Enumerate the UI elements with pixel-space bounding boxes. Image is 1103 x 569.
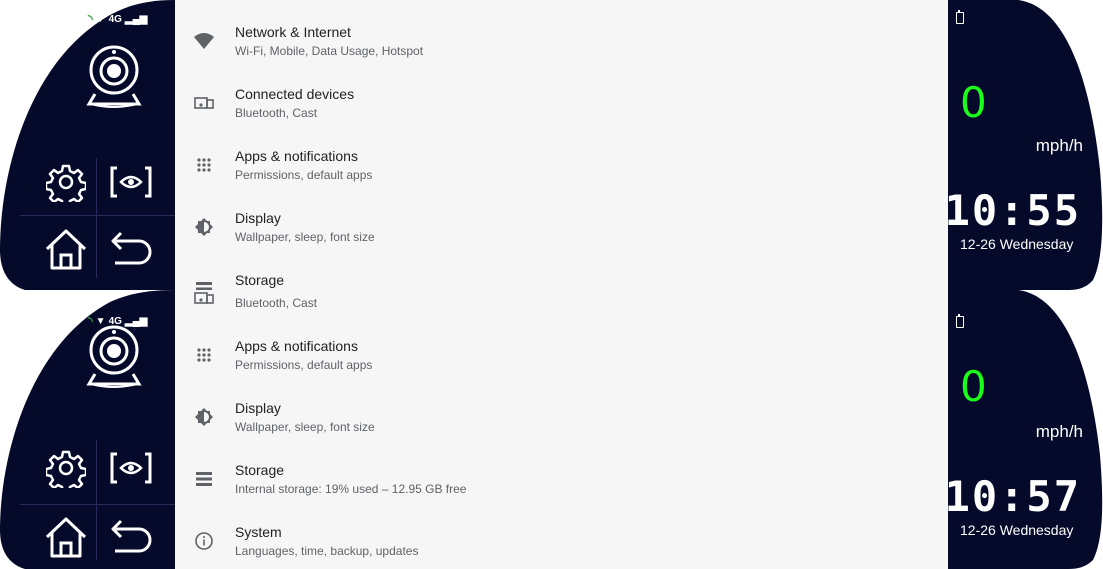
- back-button[interactable]: [108, 516, 156, 558]
- button-divider-vertical: [96, 440, 97, 560]
- left-control-bar: [0, 290, 175, 569]
- settings-item-display[interactable]: [175, 196, 948, 258]
- settings-list: [175, 0, 948, 290]
- right-info-bar: [944, 0, 1103, 290]
- settings-button[interactable]: [44, 160, 88, 204]
- back-arrow-icon: [109, 229, 155, 269]
- button-divider-horizontal: [20, 215, 175, 216]
- battery-icon: [956, 12, 964, 24]
- speed-unit: mph/h: [1035, 422, 1083, 441]
- settings-item-title: Apps & notifications: [235, 148, 358, 164]
- home-button[interactable]: [42, 514, 90, 560]
- settings-item-subtitle: Bluetooth, Cast: [235, 106, 318, 120]
- settings-item-apps[interactable]: [175, 324, 948, 386]
- back-arrow-icon: [109, 517, 155, 557]
- brightness-icon: [193, 216, 215, 238]
- settings-item-title: System: [235, 524, 282, 540]
- settings-item-subtitle: Wi-Fi, Mobile, Data Usage, Hotspot: [235, 44, 424, 58]
- settings-item-subtitle: Languages, time, backup, updates: [235, 544, 419, 558]
- screen-panel-2: [0, 290, 1103, 569]
- settings-item-storage[interactable]: [175, 258, 948, 290]
- storage-icon: [193, 278, 215, 290]
- camera-icon[interactable]: [85, 40, 143, 124]
- camera-icon[interactable]: [85, 320, 143, 404]
- date-label: 12-26 Wednesday: [960, 236, 1074, 252]
- home-icon: [43, 227, 89, 271]
- eye-bracket-icon: [107, 164, 155, 200]
- settings-item-network[interactable]: [175, 10, 948, 72]
- settings-item-subtitle: Wallpaper, sleep, font size: [235, 230, 375, 244]
- signal-arc-icon: ◝: [88, 314, 93, 328]
- brightness-icon: [193, 406, 215, 428]
- left-control-bar: [0, 0, 175, 290]
- settings-item-title: Storage: [235, 462, 285, 478]
- settings-item-title: Network & Internet: [235, 24, 351, 40]
- settings-item-apps[interactable]: [175, 134, 948, 196]
- gear-icon: [46, 162, 86, 202]
- home-icon: [43, 515, 89, 559]
- apps-grid-icon: [193, 344, 215, 366]
- clock-time: 10:57: [944, 472, 1081, 521]
- cell-signal-icon: ▂▄▆: [124, 315, 148, 327]
- wifi-status-icon: ▼: [95, 13, 106, 25]
- button-divider-horizontal: [20, 504, 175, 505]
- right-info-bar: [944, 290, 1103, 569]
- settings-item-display[interactable]: [175, 386, 948, 448]
- settings-item-title: Connected devices: [235, 86, 355, 102]
- settings-item-storage[interactable]: [175, 448, 948, 510]
- settings-item-subtitle: Permissions, default apps: [235, 358, 373, 372]
- speed-value: 0: [960, 78, 987, 127]
- eye-bracket-icon: [107, 450, 155, 486]
- home-button[interactable]: [42, 226, 90, 272]
- network-type: 4G: [108, 315, 122, 327]
- speed-unit: mph/h: [1035, 136, 1083, 155]
- settings-button[interactable]: [44, 446, 88, 490]
- devices-icon: [193, 92, 215, 114]
- settings-item-title: Display: [235, 210, 281, 226]
- view-button[interactable]: [106, 448, 156, 488]
- settings-item-system[interactable]: [175, 510, 948, 569]
- signal-arc-icon: ◝: [88, 12, 93, 26]
- settings-item-title: Display: [235, 400, 281, 416]
- settings-item-subtitle: Internal storage: 19% used – 12.95 GB free: [235, 482, 467, 496]
- settings-item-subtitle: Wallpaper, sleep, font size: [235, 420, 375, 434]
- storage-icon: [193, 468, 215, 490]
- speed-value: 0: [960, 362, 987, 411]
- wifi-icon: [193, 30, 215, 52]
- back-button[interactable]: [108, 228, 156, 270]
- settings-list: [175, 290, 948, 569]
- devices-icon: [193, 290, 215, 309]
- info-icon: [193, 530, 215, 552]
- battery-icon: [956, 316, 964, 328]
- view-button[interactable]: [106, 162, 156, 202]
- gear-icon: [46, 448, 86, 488]
- settings-item-title: Storage: [235, 272, 285, 288]
- cell-signal-icon: ▂▄▆: [124, 13, 148, 25]
- settings-item-connected-devices[interactable]: [175, 290, 948, 324]
- apps-grid-icon: [193, 154, 215, 176]
- button-divider-vertical: [96, 158, 97, 278]
- clock-time: 10:55: [944, 186, 1081, 235]
- wifi-status-icon: ▼: [95, 315, 106, 327]
- settings-item-title: Apps & notifications: [235, 338, 358, 354]
- settings-item-subtitle: Bluetooth, Cast: [235, 296, 318, 310]
- date-label: 12-26 Wednesday: [960, 522, 1074, 538]
- status-bar: [88, 12, 147, 26]
- settings-item-connected-devices[interactable]: [175, 72, 948, 134]
- network-type: 4G: [108, 13, 122, 25]
- settings-item-subtitle: Permissions, default apps: [235, 168, 373, 182]
